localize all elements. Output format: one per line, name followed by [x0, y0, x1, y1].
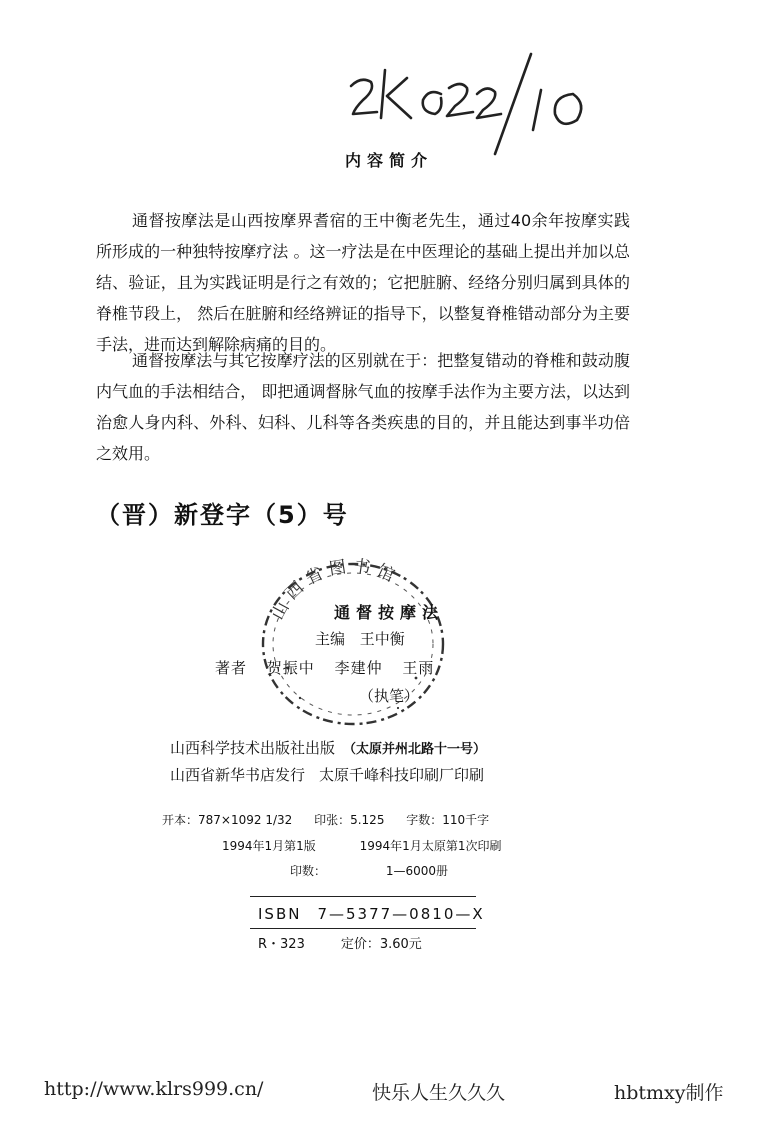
word-count: 字数：110千字: [406, 813, 490, 827]
format-line: [162, 811, 507, 828]
isbn-bottom-rule: [250, 928, 476, 929]
isbn-line: [258, 905, 485, 923]
authors-line: [215, 657, 448, 678]
publisher: 山西科学技术出版社出版: [170, 739, 336, 757]
summary-paragraph-2: 通督按摩法与其它按摩疗法的区别就在于：把整复错动的脊椎和鼓动腹内气血的手法相结合， 即把通调督脉气血的按摩手法作为主要方法，以达到治愈人身内科、外科、妇科、儿科等各类疾患的目的，并且能达到事半功倍之效用。: [96, 351, 630, 463]
edition: 1994年1月第1版: [222, 839, 316, 853]
price-line: [258, 933, 422, 952]
format: 开本：787×1092 1/32: [162, 813, 293, 827]
distributor: 山西省新华书店发行: [170, 766, 306, 784]
footer-url[interactable]: http://www.klrs999.cn/: [44, 1078, 264, 1100]
publisher-line: [170, 737, 486, 758]
sheets: 印张：5.125: [314, 813, 385, 827]
copies-label: 印数：: [290, 864, 327, 878]
handwritten-note: [345, 48, 605, 158]
editor-label: 主编: [315, 630, 346, 648]
publisher-address: （太原并州北路十一号）: [343, 742, 487, 757]
summary-title: 内容简介: [344, 151, 433, 170]
price: 定价：3.60元: [340, 937, 422, 952]
book-title: 通督按摩法: [333, 603, 444, 622]
edition-line: [222, 837, 541, 854]
class-number: R・323: [258, 937, 305, 952]
isbn-number: 7—5377—0810—X: [317, 905, 485, 923]
summary-paragraph-1: 通督按摩法是山西按摩界耆宿的王中衡老先生，通过40余年按摩实践所形成的一种独特按摩疗法 。这一疗法是在中医理论的基础上提出并加以总结、验证，且为实践证明是行之有效的；它把脏腑、经络分别归属到具体的脊椎节段上， 然后在脏腑和经络辨证的指导下，以整复脊椎错动部分为主要手法，进而达到解除病痛的目的。: [96, 211, 630, 354]
author-3: 王雨: [402, 659, 435, 677]
editor-line: [315, 628, 405, 649]
copies: 1—6000册: [385, 864, 449, 878]
authorship-note: （执笔）: [358, 687, 419, 705]
copies-line: [290, 862, 504, 879]
footer-credit: hbtmxy制作: [614, 1082, 724, 1104]
isbn-label: ISBN: [258, 905, 302, 923]
distribution-line: [170, 764, 484, 785]
isbn-top-rule: [250, 896, 476, 897]
editor-name: 王中衡: [359, 630, 405, 648]
svg-text:山西省图书馆: 山西省图书馆: [267, 556, 403, 624]
footer-slogan: 快乐人生久久久: [372, 1082, 506, 1104]
author-2: 李建仲: [334, 659, 383, 677]
registration-number: （晋）新登字（5）号: [96, 501, 349, 529]
printer: 太原千峰科技印刷厂印刷: [319, 766, 485, 784]
author-1: 贺振中: [266, 659, 315, 677]
printing: 1994年1月太原第1次印刷: [359, 839, 502, 853]
authors-label: 著者: [215, 659, 248, 677]
